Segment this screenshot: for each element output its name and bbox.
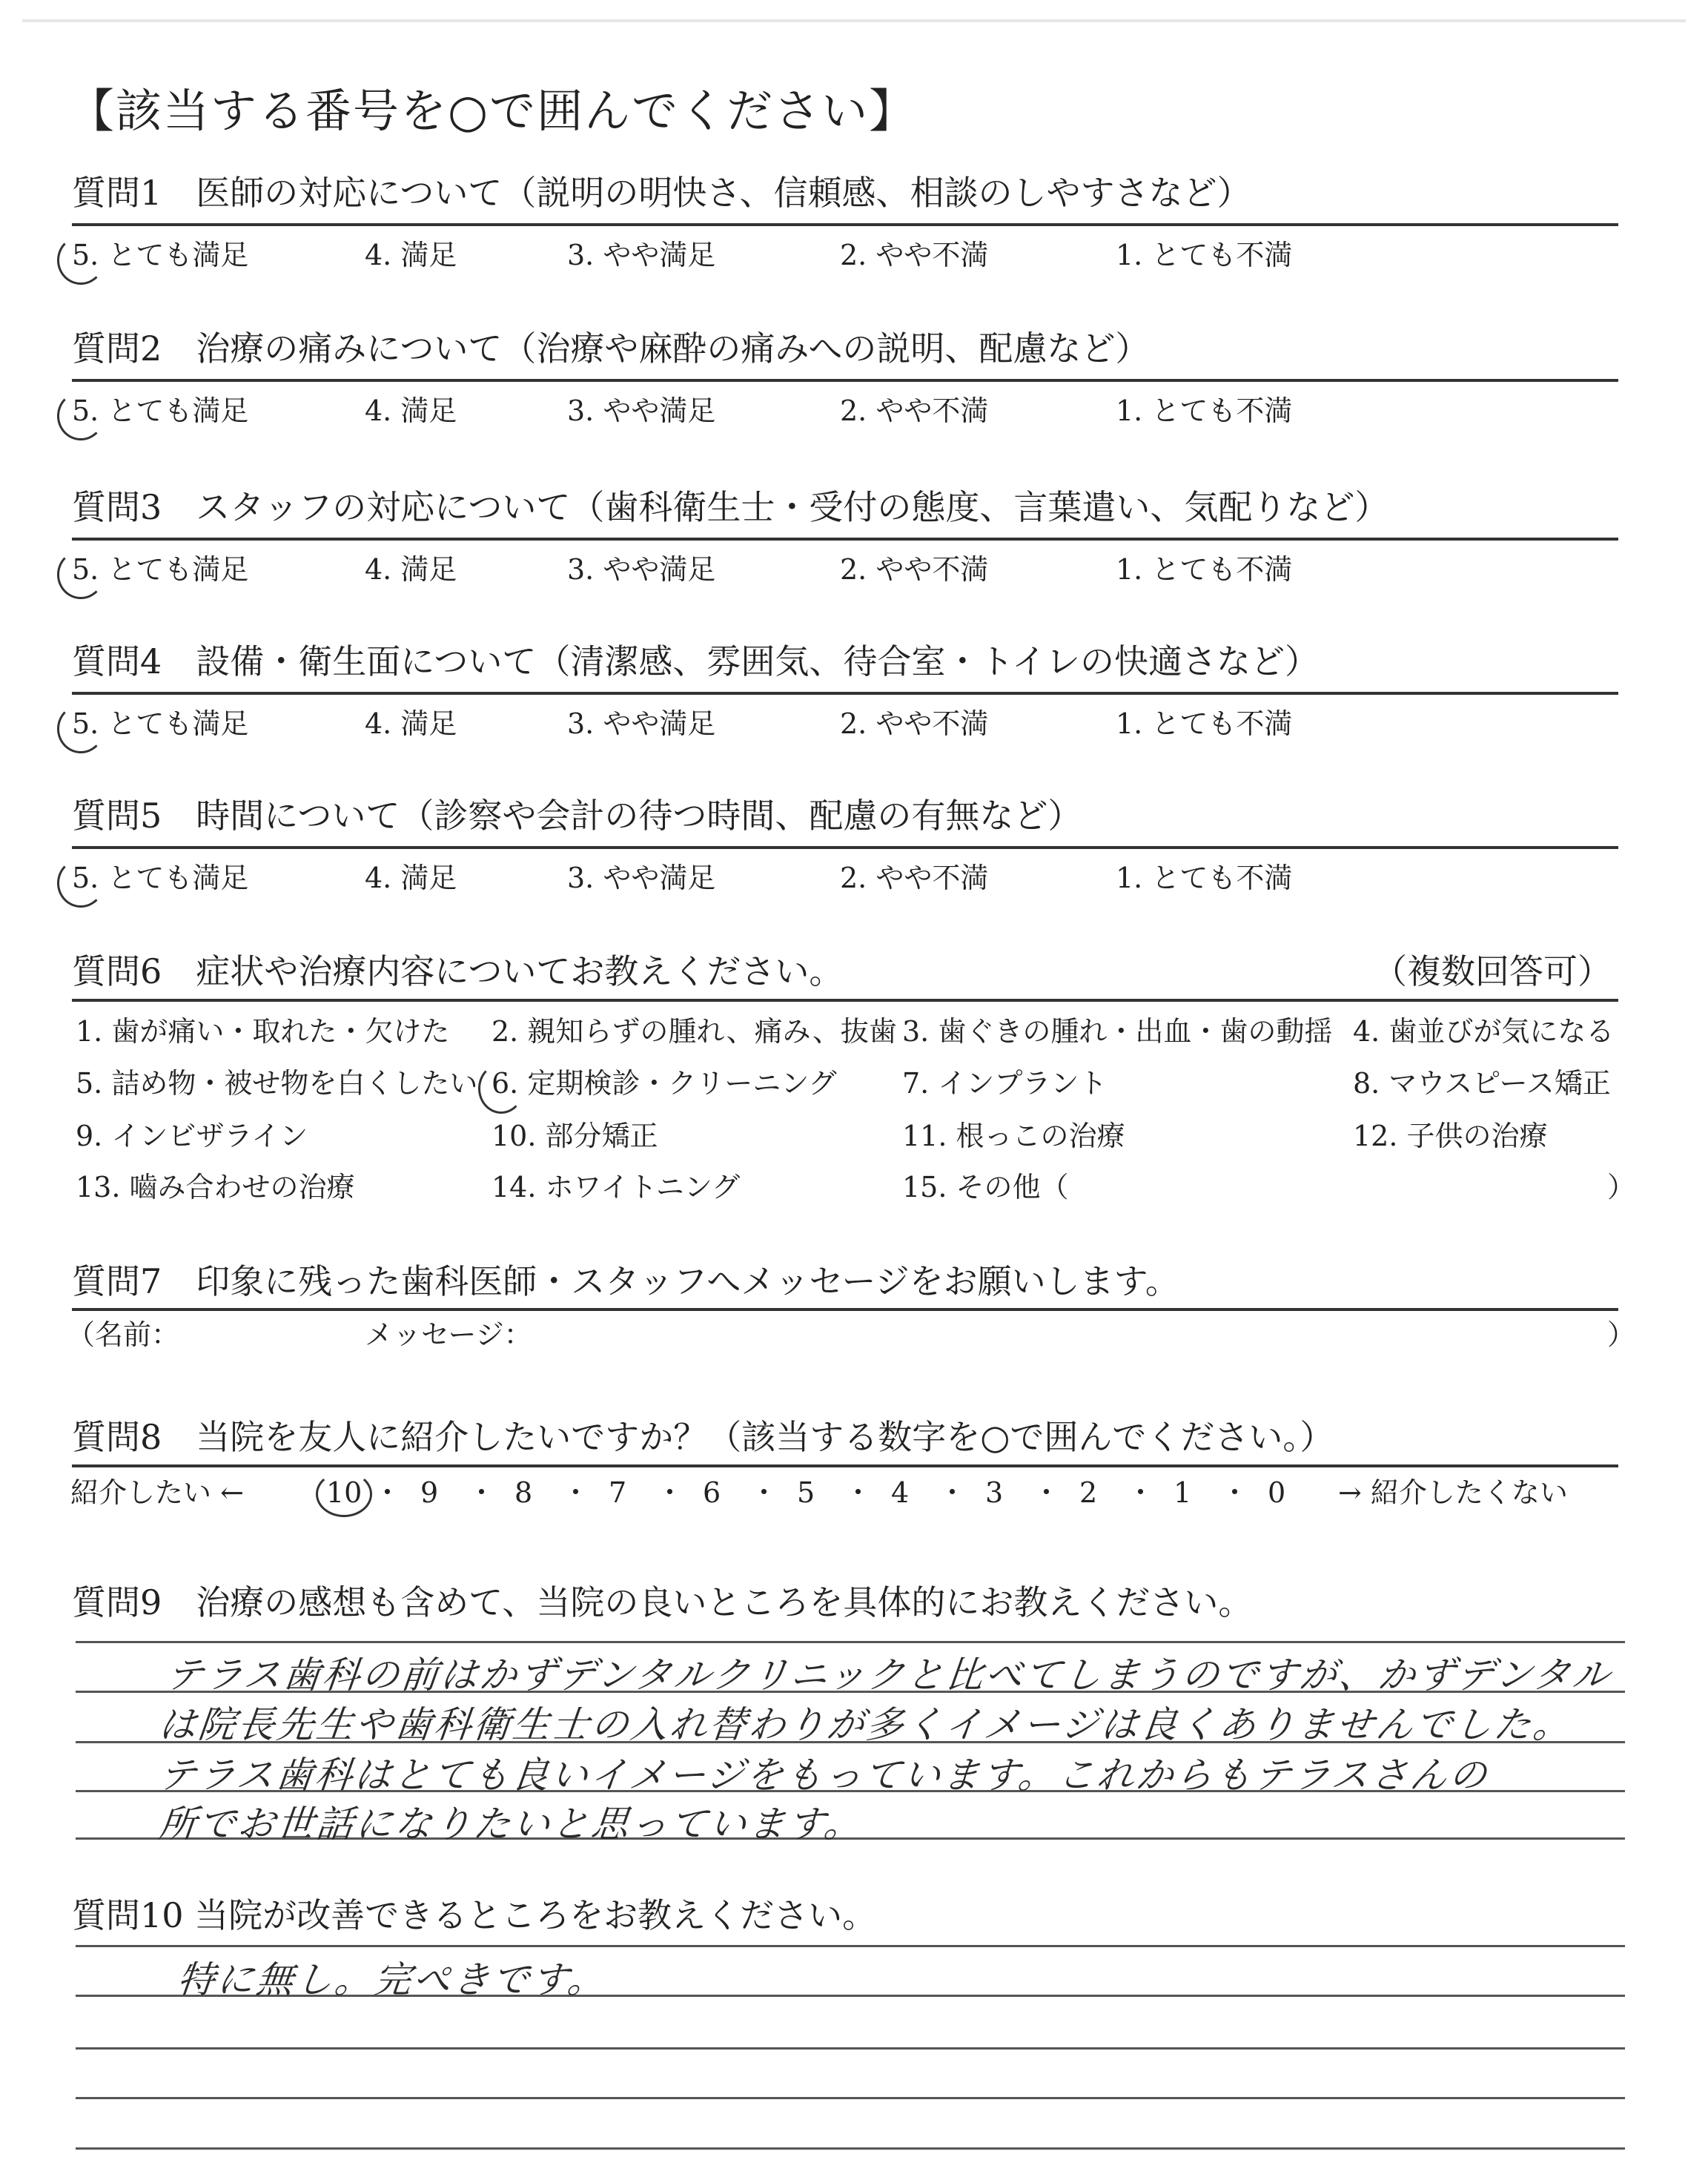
q8-rule <box>72 1464 1618 1467</box>
q1-option[interactable]: 4. 満足 <box>365 239 457 271</box>
q5-option[interactable]: 1. とても不満 <box>1116 862 1293 894</box>
q9-heading: 質問9 治療の感想も含めて、当院の良いところを具体的にお教えください。 <box>72 1582 1253 1622</box>
q1-rule <box>72 223 1618 226</box>
q2-rule <box>72 379 1618 382</box>
q8-heading: 質問8 当院を友人に紹介したいですか？（該当する数字を○で囲んでください。） <box>72 1417 1334 1457</box>
q6-option[interactable]: 3. 歯ぐきの腫れ・出血・歯の動揺 <box>902 1015 1333 1048</box>
handwritten-answer-line: テラス歯科の前はかずデンタルクリニックと比べてしまうのですが、かずデンタル <box>164 1654 1615 1697</box>
handwritten-answer-line: は院長先生や歯科衛生士の入れ替わりが多くイメージは良くありませんでした。 <box>156 1703 1575 1746</box>
q8-scale-value[interactable]: 7 <box>609 1476 627 1509</box>
q4-option[interactable]: 1. とても不満 <box>1116 707 1293 740</box>
writing-line <box>76 2147 1625 2150</box>
q3-option[interactable]: 2. やや不満 <box>840 553 989 586</box>
q8-separator: ・ <box>1220 1476 1249 1509</box>
q5-option[interactable]: 5. とても満足 <box>72 862 249 894</box>
q3-heading: 質問3 スタッフの対応について（歯科衛生士・受付の態度、言葉遣い、気配りなど） <box>72 487 1389 527</box>
selection-circle <box>478 1063 524 1114</box>
q1-heading: 質問1 医師の対応について（説明の明快さ、信頼感、相談のしやすさなど） <box>72 173 1251 213</box>
q8-separator: ・ <box>467 1476 496 1509</box>
selection-circle <box>316 1471 372 1517</box>
q7-name-label: （名前： <box>67 1318 180 1351</box>
q6-option[interactable]: 2. 親知らずの腫れ、痛み、抜歯 <box>491 1015 897 1048</box>
q10-heading: 質問10 当院が改善できるところをお教えください。 <box>72 1895 877 1935</box>
selection-circle <box>57 859 105 908</box>
q8-left-label: 紹介したい ← <box>70 1476 244 1509</box>
q8-separator: ・ <box>373 1476 402 1509</box>
q5-rule <box>72 846 1618 849</box>
q7-message-label: メッセージ： <box>365 1318 532 1351</box>
q8-separator: ・ <box>749 1476 778 1509</box>
q2-heading: 質問2 治療の痛みについて（治療や麻酔の痛みへの説明、配慮など） <box>72 328 1150 369</box>
q4-option[interactable]: 2. やや不満 <box>840 707 989 740</box>
q6-option[interactable]: 4. 歯並びが気になる <box>1353 1015 1615 1048</box>
q6-other-close: ） <box>1607 1171 1636 1203</box>
q7-close: ） <box>1607 1318 1636 1351</box>
q6-option[interactable]: 1. 歯が痛い・取れた・欠けた <box>76 1015 450 1048</box>
q2-option[interactable]: 4. 満足 <box>365 394 457 427</box>
q3-option[interactable]: 5. とても満足 <box>72 553 249 586</box>
selection-circle <box>57 550 105 599</box>
q6-option[interactable]: 11. 根っこの治療 <box>902 1120 1125 1152</box>
q8-separator: ・ <box>938 1476 967 1509</box>
q6-rule <box>72 999 1618 1002</box>
q6-option[interactable]: 13. 嚙み合わせの治療 <box>76 1171 355 1203</box>
q2-option[interactable]: 1. とても不満 <box>1116 394 1293 427</box>
q8-scale-value[interactable]: 9 <box>420 1476 439 1509</box>
q8-scale-value[interactable]: 10 <box>326 1476 363 1509</box>
q6-option[interactable]: 15. その他（ <box>902 1171 1069 1203</box>
q1-option[interactable]: 2. やや不満 <box>840 239 989 271</box>
handwritten-answer-line: 特に無し。完ぺきです。 <box>175 1958 609 2001</box>
q8-scale-value[interactable]: 0 <box>1268 1476 1286 1509</box>
q7-heading: 質問7 印象に残った歯科医師・スタッフへメッセージをお願いします。 <box>72 1261 1179 1301</box>
q8-scale-value[interactable]: 2 <box>1079 1476 1098 1509</box>
q6-option[interactable]: 6. 定期検診・クリーニング <box>491 1067 837 1100</box>
q8-separator: ・ <box>655 1476 684 1509</box>
q4-option[interactable]: 4. 満足 <box>365 707 457 740</box>
q8-scale-value[interactable]: 6 <box>703 1476 721 1509</box>
q8-scale-value[interactable]: 1 <box>1174 1476 1192 1509</box>
handwritten-answer-line: テラス歯科はとても良いイメージをもっています。これからもテラスさんの <box>156 1754 1492 1797</box>
q8-scale-value[interactable]: 3 <box>985 1476 1004 1509</box>
q6-option[interactable]: 9. インビザライン <box>76 1120 308 1152</box>
q5-option[interactable]: 2. やや不満 <box>840 862 989 894</box>
q8-scale-value[interactable]: 5 <box>797 1476 815 1509</box>
handwritten-answer-line: 所でお世話になりたいと思っています。 <box>156 1803 866 1846</box>
writing-line <box>76 1945 1625 1947</box>
writing-line <box>76 2047 1625 2050</box>
q8-scale-value[interactable]: 8 <box>514 1476 533 1509</box>
q2-option[interactable]: 3. やや満足 <box>567 394 716 427</box>
q3-option[interactable]: 1. とても不満 <box>1116 553 1293 586</box>
q6-option[interactable]: 8. マウスピース矯正 <box>1353 1067 1611 1100</box>
selection-circle <box>57 236 105 285</box>
q2-option[interactable]: 2. やや不満 <box>840 394 989 427</box>
q8-separator: ・ <box>844 1476 873 1509</box>
q6-option[interactable]: 14. ホワイトニング <box>491 1171 741 1203</box>
q8-scale-value[interactable]: 4 <box>891 1476 910 1509</box>
q2-option[interactable]: 5. とても満足 <box>72 394 249 427</box>
q6-option[interactable]: 5. 詰め物・被せ物を白くしたい <box>76 1067 478 1100</box>
q3-option[interactable]: 4. 満足 <box>365 553 457 586</box>
q5-option[interactable]: 3. やや満足 <box>567 862 716 894</box>
q4-rule <box>72 692 1618 695</box>
page-title: 【該当する番号を○で囲んでください】 <box>68 84 917 138</box>
q5-option[interactable]: 4. 満足 <box>365 862 457 894</box>
q6-heading: 質問6 症状や治療内容についてお教えください。 <box>72 951 844 991</box>
q1-option[interactable]: 1. とても不満 <box>1116 239 1293 271</box>
q7-rule <box>72 1308 1618 1311</box>
q1-option[interactable]: 3. やや満足 <box>567 239 716 271</box>
q1-option[interactable]: 5. とても満足 <box>72 239 249 271</box>
selection-circle <box>57 392 105 440</box>
writing-line <box>76 1641 1625 1643</box>
q5-heading: 質問5 時間について（診察や会計の待つ時間、配慮の有無など） <box>72 796 1082 836</box>
q8-separator: ・ <box>1032 1476 1061 1509</box>
q6-option[interactable]: 10. 部分矯正 <box>491 1120 658 1152</box>
writing-line <box>76 2097 1625 2099</box>
q6-note: （複数回答可） <box>1373 951 1612 991</box>
selection-circle <box>57 704 105 753</box>
q3-rule <box>72 538 1618 541</box>
q8-right-label: → 紹介したくない <box>1338 1476 1568 1509</box>
q8-separator: ・ <box>1126 1476 1155 1509</box>
q4-option[interactable]: 3. やや満足 <box>567 707 716 740</box>
top-border <box>22 19 1686 22</box>
q4-heading: 質問4 設備・衛生面について（清潔感、雰囲気、待合室・トイレの快適さなど） <box>72 641 1320 681</box>
q6-option[interactable]: 7. インプラント <box>902 1067 1108 1100</box>
q4-option[interactable]: 5. とても満足 <box>72 707 249 740</box>
q8-separator: ・ <box>561 1476 590 1509</box>
q3-option[interactable]: 3. やや満足 <box>567 553 716 586</box>
q6-option[interactable]: 12. 子供の治療 <box>1353 1120 1548 1152</box>
